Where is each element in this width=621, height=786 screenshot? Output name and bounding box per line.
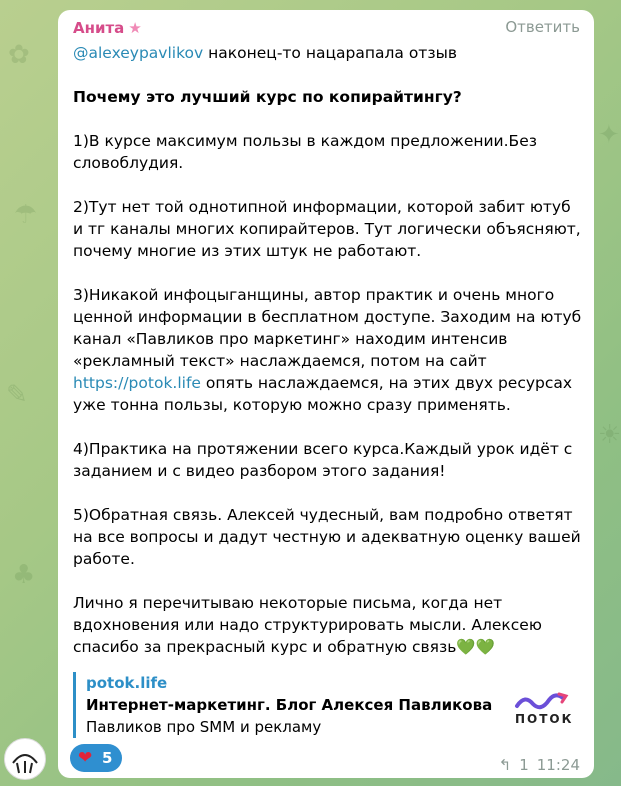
point-1: 1)В курсе максимум пользы в каждом предложении.Без словоблудия. [73,132,537,172]
preview-site-name: potok.life [86,674,168,692]
message-header [73,18,580,40]
reply-arrow-icon[interactable]: ↰ [498,756,512,774]
intro-text: наконец-то нацарапала отзыв [203,44,457,62]
message-meta [491,756,580,774]
reply-count: 1 [519,756,529,774]
point-3-end: опять наслаждаемся, на этих двух ресурсах уже тонна пользы, которую можно сразу применять. [73,374,573,414]
reaction-count: 5 [102,749,113,767]
background-doodle: ✦ [598,120,620,150]
point-3 [73,284,583,416]
logo-arrow-icon [513,690,569,712]
background-doodle: ✎ [6,380,28,410]
background-doodle: ✿ [8,40,30,70]
potok-logo [513,690,574,730]
preview-description: Павликов про SMM и рекламу [86,718,322,736]
background-doodle: ♣ [12,560,36,590]
sender-avatar[interactable] [4,738,46,780]
point-5: 5)Обратная связь. Алексей чудесный, вам подробно ответят на все вопросы и дадут честную и адекватную оценку вашей работе. [73,506,581,568]
heart-icon: ❤ [78,748,93,768]
reply-button[interactable]: Ответить [505,18,580,36]
point-3-start: 3)Никакой инфоцыганщины, автор практик и очень много ценной информации в бесплатном доступе. Заходим на ютуб канал «Павликов про маркетинг» находим интенсив «рекламный текст» наслаждаемся, потом на сайт [73,286,582,370]
review-heading: Почему это лучший курс по копирайтингу? [73,88,462,106]
site-link[interactable]: https://potok.life [73,374,201,392]
point-2: 2)Тут нет той однотипной информации, которой забит ютуб и тг каналы многих копирайтеров. Тут логически объясняют, почему многие из этих штук не работают. [73,198,581,260]
preview-title: Интернет-маркетинг. Блог Алексея Павликова [86,696,493,714]
star-icon: ★ [128,19,142,37]
message-bubble [58,10,594,778]
message-time: 11:24 [536,756,580,774]
point-4: 4)Практика на протяжении всего курса.Каждый урок идёт с заданием и с видео разбором этого задания! [73,440,573,480]
background-doodle: ☂ [14,200,38,230]
closing-paragraph: Лично я перечитываю некоторые письма, когда нет вдохновения или надо структурировать мысли. Алексею спасибо за прекрасный курс и обратную связь💚💚 [73,594,542,656]
avatar-drawing-icon [5,739,45,779]
background-doodle: ☀ [598,420,621,450]
heart-reaction[interactable] [70,744,122,772]
intro-line [73,42,583,64]
message-text [73,42,583,658]
logo-text: ПОТОК [515,712,574,726]
author-name[interactable]: Анита [73,19,125,37]
mention-link[interactable]: @alexeypavlikov [73,44,204,62]
link-preview[interactable] [73,672,573,738]
